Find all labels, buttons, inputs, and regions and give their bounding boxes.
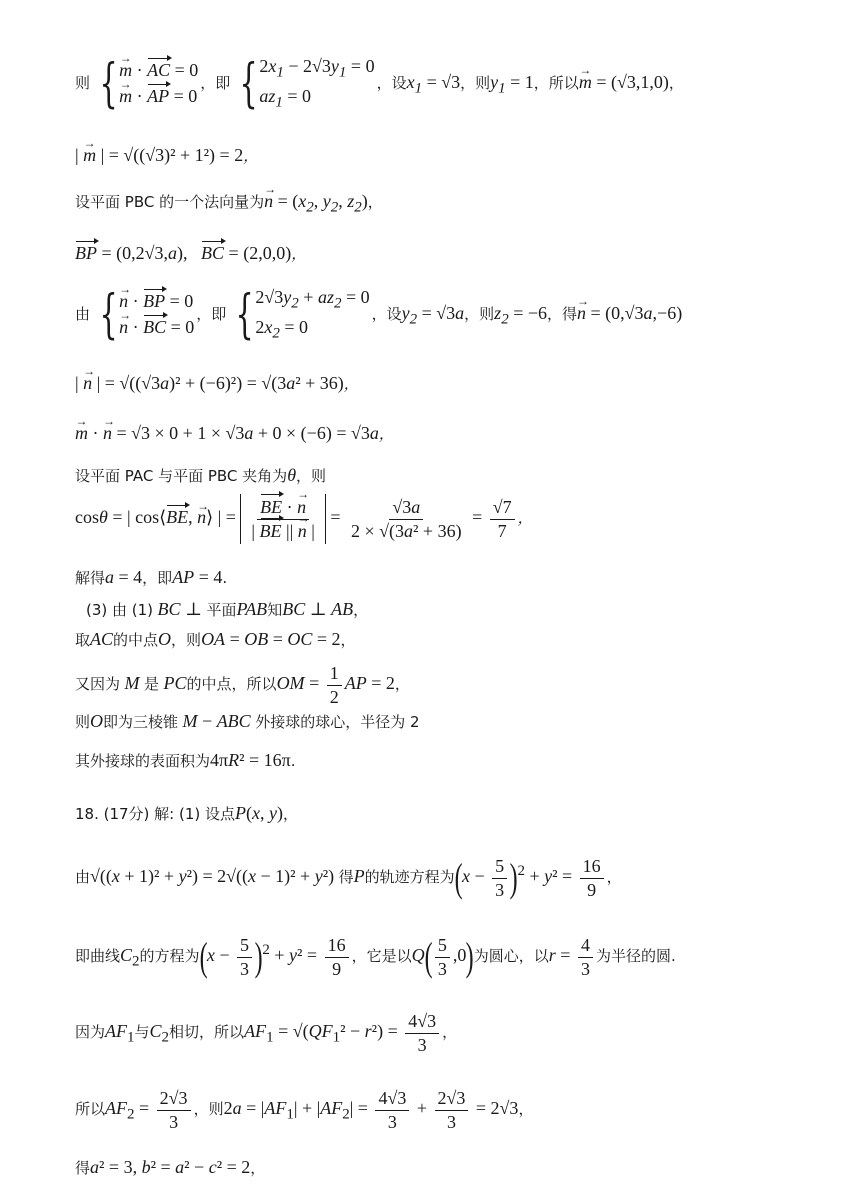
text-comma-12: ， — [606, 868, 622, 887]
text-comma-10: ， — [394, 675, 410, 694]
line-q18-start: 18. (17分) 解: (1) 设点P(x, y)， — [75, 803, 299, 823]
text-ji: ，即 — [200, 74, 231, 93]
text-tangent-yinwei: 因为 — [75, 1023, 106, 1042]
text-yinwei-mid: 的中点，所以 — [186, 675, 277, 694]
text-q18: 18. (17分) 解: (1) 设点 — [75, 805, 236, 823]
line-locus: 由√((x + 1)² + y²) = 2√((x − 1)² + y²) 得P的轨迹方程为(x − $\frac{5}{3}$ )$^2$ + y² = $\frac{16}{9}$ ， — [75, 855, 622, 900]
text-c2-radius: 为半径的圆. — [595, 947, 676, 966]
line-cos-theta: cosθ = | cos⟨BE, → n⟩ | = $\frac{BE \cdot \to n}{| BE || \to n |}$ = $\frac{√3a}{\text{2 × √(3a² + 36)}}$ = $\frac{√7}{7}$ ， — [75, 494, 533, 544]
text-comma-8: ， — [353, 601, 369, 619]
text-part3: (3) 由 (1) — [86, 601, 154, 619]
system-n-vectors: { → n · BP = 0 → n · BC = 0 — [92, 289, 194, 341]
line-af2: 所以$AF_2$ = $\frac{2√3}{3}$ ，则$2a = |AF_1| + |AF_2|$ = $\frac{4√3}{3}$ + $\frac{2√3}{3}$ = 2√3， — [75, 1088, 534, 1132]
text-comma-11: ， — [283, 805, 299, 823]
text-c2-ji: 即曲线 — [75, 947, 121, 966]
text-q18-you: 由 — [75, 868, 91, 887]
text-af2-ze: ，则 — [193, 1100, 224, 1119]
text-take-ze: ，则 — [171, 631, 202, 649]
text-period-1: . — [222, 569, 228, 587]
line-bp-bc: BP = (0,2√3,a), BC = (2,0,0)， — [75, 243, 307, 263]
text-you: 由 — [75, 305, 91, 324]
line-n-modulus: | → n | = √((√3a)² + (−6)²) = √(3a² + 36)， — [75, 373, 359, 395]
line-part3: (3) 由 (1) BC ⊥ 平面PAB知BC ⊥ AB， — [86, 599, 369, 619]
text-area: 其外接球的表面积为 — [75, 752, 211, 770]
text-ji3: ，即 — [142, 569, 173, 587]
line-om: 又因为 M 是 PC的中点，所以OM = $\frac{1}{2}$ AP = 2， — [75, 663, 410, 707]
text-center-mid: 即为三棱锥 — [103, 713, 179, 731]
line-tangent: 因为$AF_1$与$C_2$相切，所以$AF_1 = √(QF_1^2 - r^2)$ = $\frac{4√3}{3}$ ， — [75, 1011, 458, 1055]
text-ze: 则 — [75, 74, 91, 93]
text-comma-2: ， — [243, 147, 259, 165]
line-m-modulus: | → m | = √((√3)² + 1²) = 2， — [75, 145, 258, 167]
line-sphere-center: 则O即为三棱锥 M − ABC 外接球的球心，半径为 2 — [75, 711, 420, 731]
text-c2-yuanxin: 为圆心，以 — [473, 947, 549, 966]
text-ji2: ，即 — [196, 305, 227, 324]
text-part3-mid: 平面 — [206, 601, 237, 619]
line-curve-c2: 即曲线$C_2$的方程为(x − $\frac{5}{3}$ )$^2$ + y² = $\frac{16}{9}$ ，它是以Q( $\frac{5}{3}$ ,0)为圆心，以r = $\frac{4}{3}$ 为半径的圆. — [75, 934, 676, 979]
text-center-ze: 则 — [75, 713, 91, 731]
text-comma-5: ， — [343, 375, 359, 393]
text-suoyi: ，所以 — [533, 74, 579, 93]
text-yinwei: 又因为 — [75, 675, 121, 694]
text-comma-13: ， — [442, 1023, 458, 1042]
text-comma-7: ， — [517, 509, 533, 528]
text-ze2: ，则 — [460, 74, 491, 93]
text-center-tail: 外接球的球心，半径为 2 — [255, 713, 420, 731]
line-n-system: 由 { → n · BP = 0 → n · BC = 0 ，即 { $2√3y_2 + az_2 = 0$ $2x_2 = 0$ ，设$y_2 = √3a$，则$z_2 = -6$，得→ n = (0,√3a,−6) — [75, 287, 682, 342]
text-comma-9: ， — [340, 631, 356, 649]
text-comma-3: ， — [367, 193, 383, 211]
text-theta-intro: 设平面 PAC 与平面 PBC 夹角为 — [75, 467, 288, 485]
text-comma-6: ， — [378, 425, 394, 443]
text-q18-guiji: 的轨迹方程为 — [364, 868, 455, 887]
text-ze4: ，则 — [296, 467, 327, 485]
system-m-vectors: { → m · AC = 0 → m · AP = 0 — [92, 58, 198, 110]
line-midpoint-o: 取AC的中点O，则OA = OB = OC = 2， — [75, 629, 356, 649]
text-tangent-yu: 与 — [134, 1023, 150, 1042]
text-she-y2: ，设 — [371, 305, 402, 324]
text-take: 取 — [75, 631, 91, 649]
text-part3-zhi: 知 — [267, 601, 283, 619]
system-n-coords: { $2√3y_2 + az_2 = 0$ $2x_2 = 0$ — [235, 284, 370, 345]
text-de: ，得 — [547, 305, 578, 324]
text-ze3: ，则 — [464, 305, 495, 324]
text-comma-4: ， — [291, 245, 307, 263]
line-n-intro: 设平面 PBC 的一个法向量为→ $n = (x_2$, $y_2$, $z_2$)， — [75, 191, 383, 217]
text-she-x1: ，设 — [376, 74, 407, 93]
text-comma-1: ， — [668, 74, 684, 93]
text-q18-de: 得 — [338, 868, 354, 887]
line-solve-a: 解得a = 4，即AP = 4. — [75, 567, 228, 587]
line-final: 得a² = 3, b² = a² − c² = 2， — [75, 1157, 266, 1177]
text-af2-suoyi: 所以 — [75, 1100, 106, 1119]
text-tangent-xq: 相切，所以 — [169, 1023, 245, 1042]
line-theta-intro: 设平面 PAC 与平面 PBC 夹角为θ，则 — [75, 465, 327, 485]
text-comma-14: ， — [518, 1100, 534, 1119]
line-m-system: 则 { → m · AC = 0 → m · AP = 0 ，即 { $2x_1 - 2√3y_1 = 0$ $az_1 = 0$ ，设$x_1 = √3$，则$y_1 = 1$，所以→ m = (√3,1,0)， — [75, 56, 684, 111]
system-m-coords: { $2x_1 - 2√3y_1 = 0$ $az_1 = 0$ — [239, 53, 375, 114]
text-n-intro: 设平面 PBC 的一个法向量为 — [75, 193, 265, 211]
text-take-mid: 的中点 — [113, 631, 159, 649]
text-yinwei-is: 是 — [144, 675, 160, 694]
text-c2-center: ，它是以 — [351, 947, 412, 966]
text-jiede: 解得 — [75, 569, 106, 587]
line-surface-area: 其外接球的表面积为4πR² = 16π. — [75, 750, 296, 770]
text-c2-eq: 的方程为 — [139, 947, 200, 966]
text-final-de: 得 — [75, 1159, 91, 1177]
line-dot-product: → m · → n = √3 × 0 + 1 × √3a + 0 × (−6) = √3a， — [75, 423, 394, 445]
text-period-2: . — [290, 752, 296, 770]
text-comma-15: ， — [250, 1159, 266, 1177]
